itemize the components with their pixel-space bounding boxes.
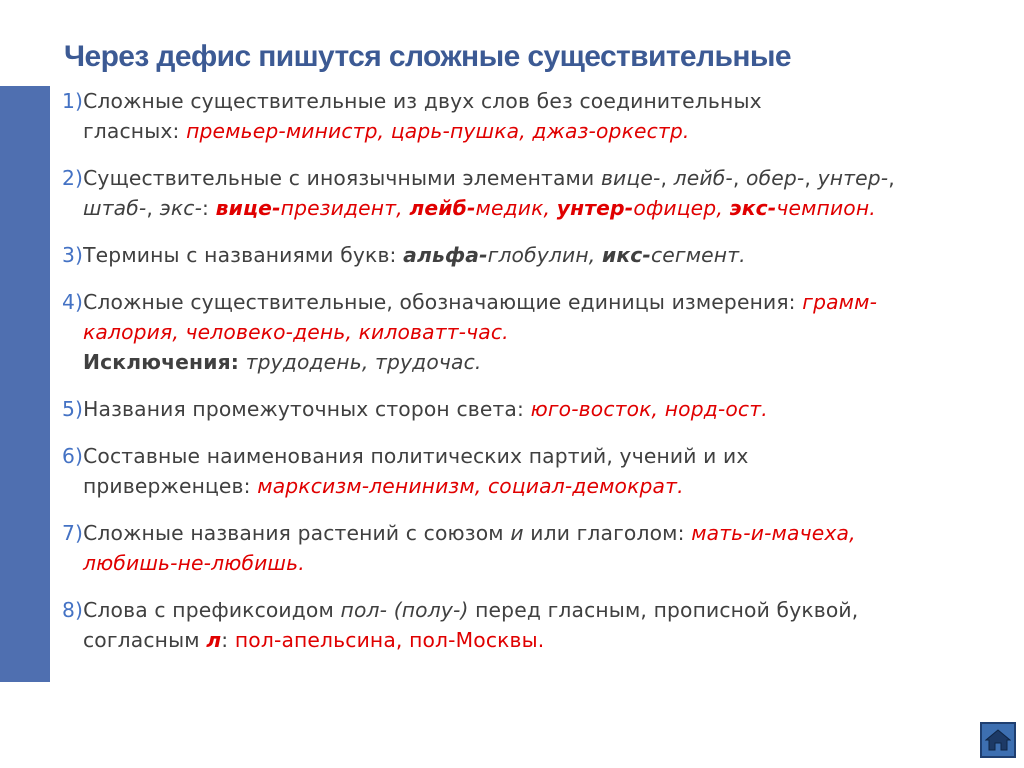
- item-number: 4): [62, 290, 84, 314]
- item-number: 2): [62, 166, 84, 190]
- rule-item-4: 4)Сложные существительные, обозначающие единицы измерения: грамм- калория, человеко-день, киловатт-час. Исключения: трудодень, трудочас.: [62, 290, 878, 374]
- home-icon: [985, 728, 1011, 752]
- rule-item-6: 6)Составные наименования политических партий, учений и их приверженцев: марксизм-ленинизм, социал-демократ.: [62, 444, 749, 498]
- highlight-letter: л: [206, 628, 222, 652]
- rule-item-3: 3)Термины с названиями букв: альфа-глобулин, икс-сегмент.: [62, 243, 746, 267]
- item-number: 7): [62, 521, 84, 545]
- examples: юго-восток, норд-ост.: [530, 397, 768, 421]
- item-number: 1): [62, 89, 84, 113]
- rule-item-8: 8)Слова с префиксоидом пол- (полу-) перед гласным, прописной буквой, согласным л: пол-апельсина, пол-Москвы.: [62, 598, 859, 652]
- item-number: 8): [62, 598, 84, 622]
- examples: грамм-: [802, 290, 878, 314]
- rule-item-2: 2)Существительные с иноязычными элементами вице-, лейб-, обер-, унтер-, штаб-, экс-: вице-президент, лейб-медик, унтер-офицер, экс-чемпион.: [62, 166, 895, 220]
- examples: марксизм-ленинизм, социал-демократ.: [257, 474, 684, 498]
- rule-item-1: 1)Сложные существительные из двух слов без соединительных гласных: премьер-министр, царь-пушка, джаз-оркестр.: [62, 89, 762, 143]
- left-accent-bar: [0, 86, 50, 682]
- examples: мать-и-мачеха,: [691, 521, 856, 545]
- item-number: 6): [62, 444, 84, 468]
- item-number: 5): [62, 397, 84, 421]
- item-number: 3): [62, 243, 84, 267]
- rule-item-7: 7)Сложные названия растений с союзом и или глаголом: мать-и-мачеха, любишь-не-любишь.: [62, 521, 856, 575]
- examples: альфа-глобулин, икс-сегмент.: [403, 243, 746, 267]
- page-title: Через дефис пишутся сложные существительные: [64, 40, 791, 73]
- home-button[interactable]: [980, 722, 1016, 758]
- exceptions-label: Исключения:: [83, 350, 240, 374]
- rule-item-5: 5)Названия промежуточных сторон света: юго-восток, норд-ост.: [62, 397, 768, 421]
- examples: премьер-министр, царь-пушка, джаз-оркестр.: [186, 119, 690, 143]
- examples: пол-апельсина, пол-Москвы.: [234, 628, 545, 652]
- exceptions: трудодень, трудочас.: [245, 350, 482, 374]
- rules-list: [62, 86, 992, 672]
- examples: вице-президент, лейб-медик, унтер-офицер, экс-чемпион.: [215, 196, 876, 220]
